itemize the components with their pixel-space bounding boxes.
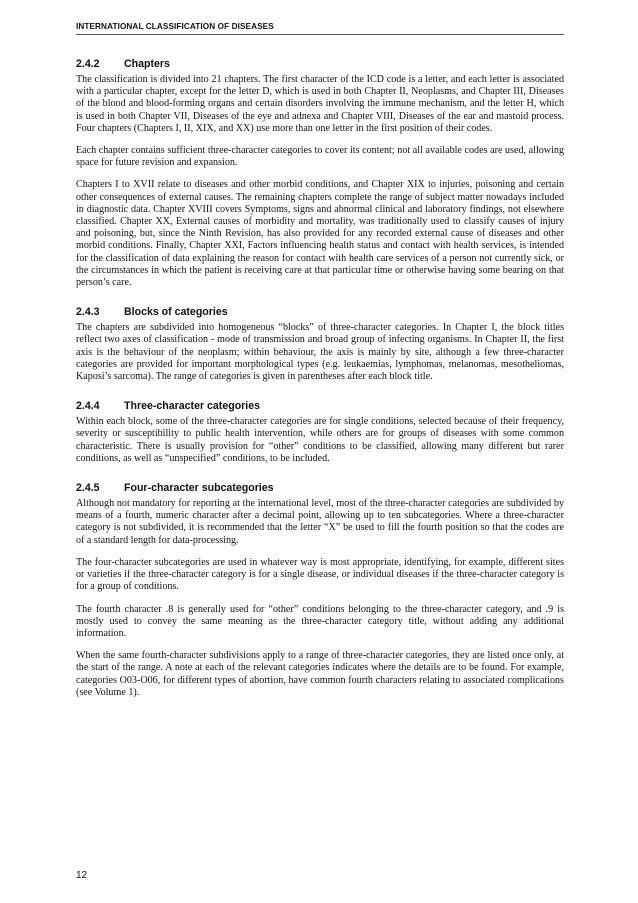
section-blocks-of-categories xyxy=(76,306,564,383)
section-title: Blocks of categories xyxy=(124,306,228,319)
section-number: 2.4.4 xyxy=(76,400,100,413)
section-number: 2.4.3 xyxy=(76,306,100,319)
section-number: 2.4.5 xyxy=(76,482,100,495)
section-heading xyxy=(76,482,564,494)
section-four-character-subcategories xyxy=(76,482,564,699)
paragraph: Chapters I to XVII relate to diseases and other morbid conditions, and Chapter XIX to injuries, poisoning and certain other consequences of external causes. The remaining chapters complete the range of subject matter nowadays included in diagnostic data. Chapter XVIII covers Symptoms, signs and abnormal clinical and laboratory findings, not elsewhere classified. Chapter XX, External causes of morbidity and mortality, was traditionally used to classify causes of injury and poisoning, but, since the Ninth Revision, has also provided for any recorded external cause of diseases and other morbid conditions. Finally, Chapter XXI, Factors influencing health status and contact with health services, is intended for the classification of data explaining the reason for contact with health care services of a person not currently sick, or the circumstances in which the patient is receiving care at that particular time or otherwise having some bearing on that person’s care. xyxy=(76,179,564,289)
section-heading xyxy=(76,400,564,412)
running-header: INTERNATIONAL CLASSIFICATION OF DISEASES xyxy=(76,22,564,35)
section-three-character-categories xyxy=(76,400,564,465)
paragraph: The chapters are subdivided into homogeneous “blocks” of three-character categories. In Chapter I, the block titles reflect two axes of classification - mode of transmission and broad group of infecting organisms. In Chapter II, the first axis is the behaviour of the neoplasm; within behaviour, the axis is mainly by site, although a few three-character categories are provided for important morphological types (e.g. leukaemias, lymphomas, melanomas, mesotheliomas, Kaposi’s sarcoma). The range of categories is given in parentheses after each block title. xyxy=(76,322,564,383)
paragraph: The fourth character .8 is generally used for “other” conditions belonging to the three-character category, and .9 is mostly used to convey the same meaning as the three-character category title, without adding any additional information. xyxy=(76,603,564,639)
document-body xyxy=(76,58,564,716)
section-title: Three-character categories xyxy=(124,400,261,413)
section-heading xyxy=(76,306,564,318)
paragraph: The four-character subcategories are used in whatever way is most appropriate, identifying, for example, different sites or varieties if the three-character category is for a single disease, or individual diseases if the three-character category is for a group of conditions. xyxy=(76,556,564,593)
paragraph: When the same fourth-character subdivisions apply to a range of three-character categories, they are listed once only, at the start of the range. A note at each of the relevant categories indicates where the details are to be found. For example, categories O03-O06, for different types of abortion, have common fourth characters relating to associated complications (see Volume 1). xyxy=(76,650,564,698)
section-number: 2.4.2 xyxy=(76,58,100,70)
section-chapters xyxy=(76,58,564,289)
page-number: 12 xyxy=(76,870,88,881)
section-title: Chapters xyxy=(124,58,170,70)
paragraph: Within each block, some of the three-character categories are for single conditions, selected because of their frequency, severity or susceptibility to public health intervention, while others are for groups of diseases with some common characteristic. There is usually provision for “other” conditions to be classified, allowing many different but rarer conditions, as well as “unspecified” conditions, to be included. xyxy=(76,416,564,464)
paragraph: Although not mandatory for reporting at the international level, most of the three-character categories are subdivided by means of a fourth, numeric character after a decimal point, allowing up to ten subcategories. Where a three-character category is not subdivided, it is recommended that the letter “X” be used to fill the fourth position so that the codes are of a standard length for data-processing. xyxy=(76,498,564,546)
section-heading xyxy=(76,58,564,70)
paragraph: Each chapter contains sufficient three-character categories to cover its content; not all available codes are used, allowing space for future revision and expansion. xyxy=(76,145,564,169)
paragraph: The classification is divided into 21 chapters. The first character of the ICD code is a letter, and each letter is associated with a particular chapter, except for the letter D, which is used in both Chapter II, Neoplasms, and Chapter III, Diseases of the blood and blood-forming organs and certain disorders involving the immune mechanism, and the letter H, which is used in both Chapter VII, Diseases of the eye and adnexa and Chapter VIII, Diseases of the ear and mastoid process. Four chapters (Chapters I, II, XIX, and XX) use more than one letter in the first position of their codes. xyxy=(76,74,564,134)
section-title: Four-character subcategories xyxy=(124,482,274,495)
